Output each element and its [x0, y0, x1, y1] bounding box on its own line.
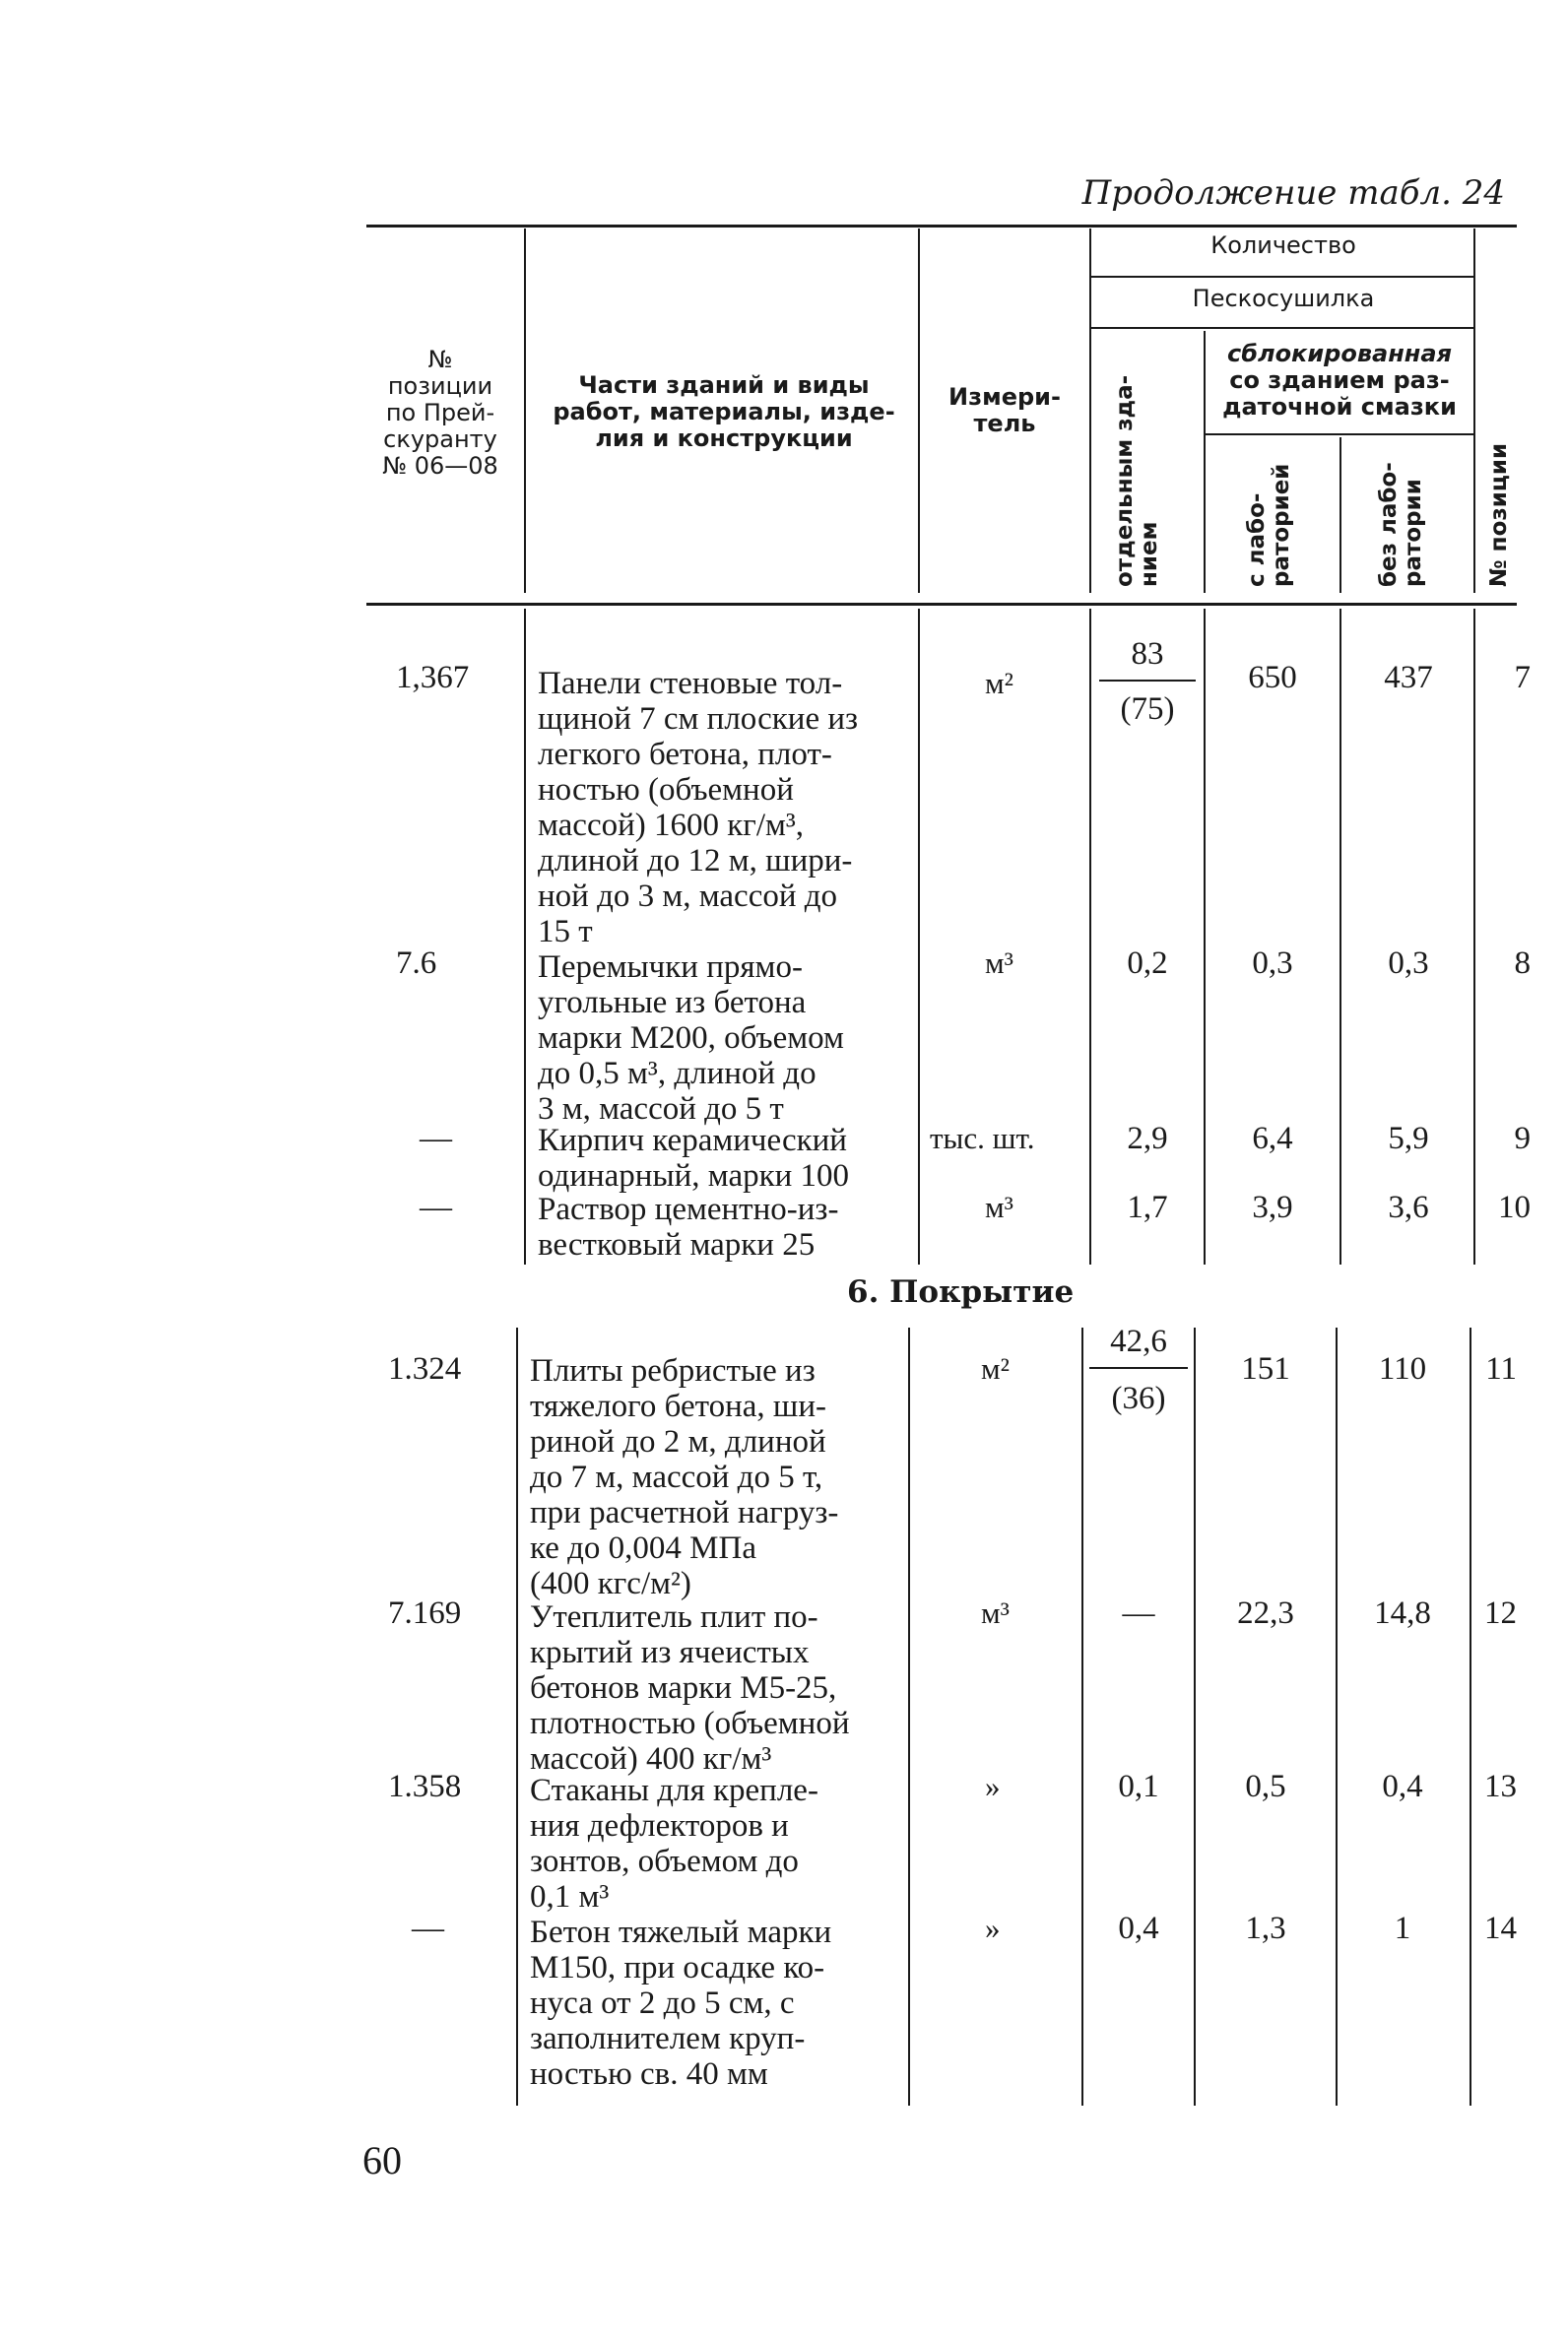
- row1-code: 1,367: [396, 660, 470, 695]
- header-blocked: сблокированная со зданием раз- даточной смазки: [1222, 340, 1457, 421]
- body-vline-4: [1204, 609, 1206, 1265]
- row4-code: —: [420, 1190, 452, 1225]
- row1-fraction-bar: [1099, 680, 1196, 682]
- row6-unit: м³: [981, 1595, 1010, 1630]
- row5-separate-top: 42,6: [1110, 1324, 1167, 1359]
- header-position-col: № позиции по Прей- скуранту № 06—08: [382, 346, 498, 480]
- row1-desc: Панели стеновые тол- щиной 7 см плоские из легкого бетона, плот- ностью (объемной массой) 1600 кг/м³, длиной до 12 м, шири- ной до 3 м, массой до 15 т: [538, 666, 859, 949]
- row7-desc: Стаканы для крепле- ния дефлекторов и зонтов, объемом до 0,1 м³: [530, 1773, 818, 1915]
- header-bottom-rule: [366, 603, 1517, 606]
- body-vline-1: [524, 609, 526, 1265]
- row6-with-lab: 22,3: [1237, 1595, 1294, 1631]
- header-vline-1: [524, 228, 526, 593]
- row5-code: 1.324: [388, 1351, 462, 1387]
- row3-with-lab: 6,4: [1252, 1121, 1293, 1156]
- row4-without-lab: 3,6: [1388, 1190, 1429, 1225]
- row5-separate-bottom: (36): [1111, 1381, 1166, 1416]
- row3-without-lab: 5,9: [1388, 1121, 1429, 1156]
- body2-vline-1: [516, 1328, 518, 2106]
- row1-with-lab: 650: [1248, 660, 1297, 695]
- header-rule-blocked: [1204, 433, 1475, 435]
- page-number: 60: [362, 2138, 402, 2182]
- row4-pos: 10: [1498, 1190, 1531, 1225]
- header-with-lab: с лабо- раторией: [1244, 463, 1294, 587]
- body2-vline-5: [1336, 1328, 1338, 2106]
- header-vline-2: [918, 228, 920, 593]
- row5-unit: м²: [981, 1351, 1010, 1386]
- continuation-title: Продолжение табл. 24: [1081, 173, 1505, 213]
- row6-pos: 12: [1484, 1595, 1517, 1631]
- header-separate: отдельным зда- нием: [1112, 374, 1162, 587]
- row2-with-lab: 0,3: [1252, 945, 1293, 981]
- body-vline-6: [1473, 609, 1475, 1265]
- header-quantity: Количество: [1210, 231, 1356, 259]
- body2-vline-2: [908, 1328, 910, 2106]
- row1-without-lab: 437: [1384, 660, 1433, 695]
- row6-separate: —: [1122, 1595, 1155, 1631]
- row8-unit: »: [985, 1911, 1001, 1945]
- body2-vline-3: [1081, 1328, 1083, 2106]
- header-unit-col: Измери- тель: [948, 383, 1061, 437]
- row4-separate: 1,7: [1127, 1190, 1168, 1225]
- row4-desc: Раствор цементно-из- вестковый марки 25: [538, 1192, 839, 1263]
- row5-with-lab: 151: [1241, 1351, 1290, 1387]
- row7-separate: 0,1: [1118, 1769, 1159, 1804]
- row2-pos: 8: [1514, 945, 1531, 981]
- header-rule-quantity: [1091, 276, 1475, 278]
- row8-desc: Бетон тяжелый марки М150, при осадке ко- нуса от 2 до 5 см, с заполнителем круп- ностью св. 40 мм: [530, 1915, 832, 2092]
- header-sand-dryer: Пескосушилка: [1192, 285, 1375, 312]
- row8-pos: 14: [1484, 1911, 1517, 1946]
- row7-pos: 13: [1484, 1769, 1517, 1804]
- row1-unit: м²: [985, 666, 1013, 700]
- row7-without-lab: 0,4: [1382, 1769, 1423, 1804]
- body-vline-5: [1339, 609, 1341, 1265]
- body-vline-2: [918, 609, 920, 1265]
- row7-code: 1.358: [388, 1769, 462, 1804]
- section-title: 6. Покрытие: [847, 1274, 1075, 1310]
- row5-desc: Плиты ребристые из тяжелого бетона, ши- риной до 2 м, длиной до 7 м, массой до 5 т, при расчетной нагруз- ке до 0,004 МПа (400 кгс/м²): [530, 1353, 839, 1601]
- row3-pos: 9: [1514, 1121, 1531, 1156]
- row5-fraction-bar: [1089, 1367, 1188, 1369]
- row2-separate: 0,2: [1127, 945, 1168, 981]
- row7-with-lab: 0,5: [1245, 1769, 1286, 1804]
- row2-unit: м³: [985, 945, 1013, 980]
- row6-code: 7.169: [388, 1595, 462, 1631]
- row3-desc: Кирпич керамический одинарный, марки 100: [538, 1123, 850, 1194]
- row1-separate-bottom: (75): [1120, 691, 1175, 727]
- row2-desc: Перемычки прямо- угольные из бетона марки М200, объемом до 0,5 м³, длиной до 3 м, массой до 5 т: [538, 949, 844, 1127]
- row8-code: —: [412, 1911, 444, 1946]
- row7-unit: »: [985, 1769, 1001, 1803]
- row5-pos: 11: [1485, 1351, 1517, 1387]
- header-vline-6: [1473, 228, 1475, 593]
- header-without-lab: без лабо- ратории: [1376, 462, 1426, 587]
- row1-separate-top: 83: [1131, 636, 1164, 672]
- header-vline-3: [1089, 228, 1091, 593]
- row6-desc: Утеплитель плит по- крытий из ячеистых бетонов марки М5-25, плотностью (объемной массой) 400 кг/м³: [530, 1599, 850, 1777]
- row3-code: —: [420, 1121, 452, 1156]
- header-pos-no: № позиции: [1486, 442, 1512, 587]
- row4-with-lab: 3,9: [1252, 1190, 1293, 1225]
- row8-without-lab: 1: [1394, 1911, 1411, 1946]
- row2-code: 7.6: [396, 945, 437, 981]
- row8-with-lab: 1,3: [1245, 1911, 1286, 1946]
- row4-unit: м³: [985, 1190, 1013, 1224]
- row1-pos: 7: [1514, 660, 1531, 695]
- header-parts-col: Части зданий и виды работ, материалы, изде- лия и конструкции: [553, 371, 895, 452]
- header-vline-5: [1339, 437, 1341, 593]
- body-vline-3: [1089, 609, 1091, 1265]
- row6-without-lab: 14,8: [1374, 1595, 1431, 1631]
- row2-without-lab: 0,3: [1388, 945, 1429, 981]
- row3-separate: 2,9: [1127, 1121, 1168, 1156]
- row8-separate: 0,4: [1118, 1911, 1159, 1946]
- body2-vline-6: [1470, 1328, 1471, 2106]
- table-top-rule: [366, 225, 1517, 228]
- body2-vline-4: [1194, 1328, 1196, 2106]
- header-rule-sanddryer: [1091, 327, 1475, 329]
- row5-without-lab: 110: [1378, 1351, 1427, 1387]
- row3-unit: тыс. шт.: [930, 1121, 1035, 1155]
